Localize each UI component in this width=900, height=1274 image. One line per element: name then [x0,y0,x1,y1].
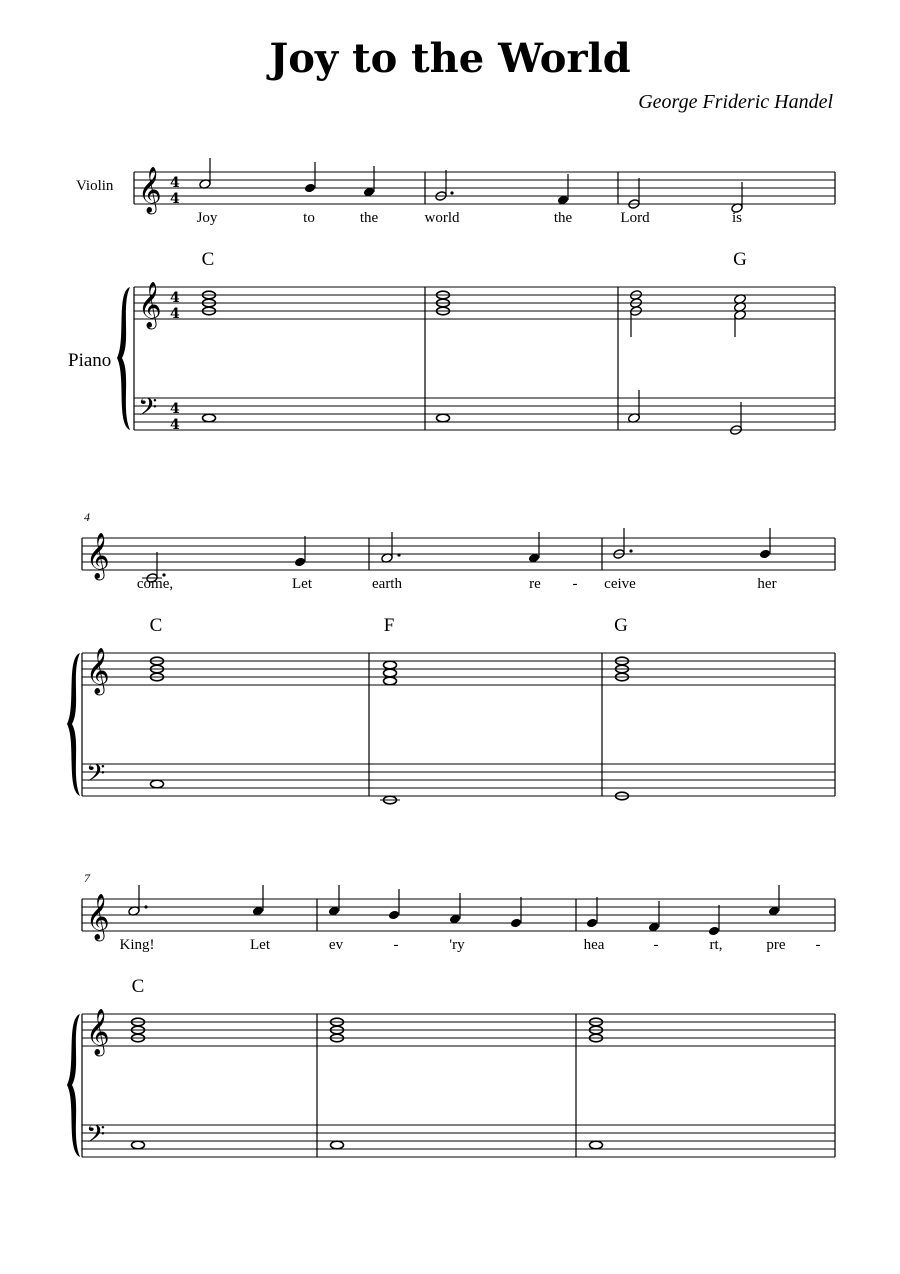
piano-bass-note [590,1141,603,1149]
lyric-syllable: 'ry [449,937,465,953]
piano-brace-icon [117,287,130,430]
violin-note [128,885,148,916]
time-signature-bottom: 4 [170,306,180,322]
piano-chord [630,290,643,337]
piano-treble-staff [134,287,835,319]
lyric-syllable: Lord [620,210,650,226]
bass-clef-icon: 𝄢 [86,759,106,794]
time-signature-bottom: 4 [170,417,180,433]
lyric-syllable: Let [250,937,270,953]
violin-note [363,166,375,197]
treble-clef-icon: 𝄞 [138,282,162,328]
treble-clef-icon: 𝄞 [86,1009,110,1055]
violin-staff [82,538,835,570]
lyric-syllable: rt, [709,937,723,953]
violin-note [628,178,640,209]
piano-barlines [82,1014,835,1157]
piano-bass-note [203,414,216,422]
chord-symbol: C [201,249,215,270]
lyric-hyphen: - [572,576,578,592]
instrument-label-violin: Violin [76,178,114,194]
lyric-hyphen: - [815,937,821,953]
measure-number: 4 [84,510,90,524]
violin-note [510,897,522,928]
treble-clef-icon: 𝄞 [86,648,110,694]
lyric-hyphen: - [393,937,399,953]
lyric-syllable: earth [372,576,402,592]
lyric-syllable: come, [136,576,174,592]
violin-note [759,528,771,559]
treble-clef-icon: 𝄞 [86,894,110,940]
system-3 [67,871,835,1157]
violin-note [449,893,461,924]
violin-note [557,174,569,205]
piano-chord [384,661,397,685]
system-2 [67,510,835,804]
piano-bass-staff [82,1125,835,1157]
lyric-hyphen: - [653,937,659,953]
piano-barlines [134,287,835,430]
violin-note [708,905,720,936]
violin-note [648,901,660,932]
piano-brace-icon [67,1014,80,1157]
violin-note [388,889,400,920]
treble-clef-icon: 𝄞 [138,167,162,213]
treble-clef-icon: 𝄞 [86,533,110,579]
piano-bass-note [151,780,164,788]
lyric-syllable: is [731,210,743,226]
lyric-syllable: King! [119,937,155,953]
chord-symbol: C [149,615,163,636]
piano-treble-staff [82,653,835,685]
time-signature-top: 4 [170,175,180,191]
violin-note [381,532,401,563]
violin-note [435,170,454,201]
violin-note [768,885,780,916]
piano-bass-staff [82,764,835,796]
violin-staff [82,899,835,931]
lyric-syllable: the [359,210,379,226]
lyric-syllable: Joy [196,210,218,226]
chord-symbol: G [614,615,628,636]
violin-note [731,182,743,213]
score-title: Joy to the World [269,35,631,82]
lyric-syllable: ceive [604,576,636,592]
piano-treble-staff [82,1014,835,1046]
piano-bass-note [437,414,450,422]
composer-name: George Frideric Handel [638,91,833,113]
time-signature-bottom: 4 [170,191,180,207]
lyric-syllable: the [553,210,573,226]
violin-staff [134,172,835,204]
violin-note [294,536,306,567]
lyric-syllable: her [757,576,777,592]
lyric-syllable: ev [328,937,344,953]
violin-note [328,885,340,916]
piano-bass-staff [134,398,835,430]
lyric-syllable: world [424,210,460,226]
chord-symbol: C [131,976,145,997]
piano-bass-note [380,796,400,804]
piano-bass-note [331,1141,344,1149]
instrument-label-piano: Piano [68,350,112,371]
violin-note [252,885,264,916]
piano-bass-note [628,390,641,423]
piano-brace-icon [67,653,80,796]
bass-clef-icon: 𝄢 [86,1120,106,1155]
piano-bass-note [132,1141,145,1149]
measure-number: 7 [84,871,90,885]
lyric-syllable: hea [583,937,605,953]
chord-symbol: F [383,615,395,636]
violin-note [613,528,633,559]
time-signature-top: 4 [170,290,180,306]
piano-chord [734,294,747,337]
lyric-syllable: to [303,210,315,226]
system-1 [68,158,835,435]
violin-note [528,532,540,563]
lyric-syllable: pre [766,937,786,953]
lyric-syllable: Let [292,576,312,592]
lyric-syllable: re [529,576,541,592]
violin-note [586,897,598,928]
piano-barlines [82,653,835,796]
bass-clef-icon: 𝄢 [138,393,158,428]
chord-symbol: G [733,249,747,270]
time-signature-top: 4 [170,401,180,417]
violin-note [199,158,211,189]
violin-note [304,162,316,193]
